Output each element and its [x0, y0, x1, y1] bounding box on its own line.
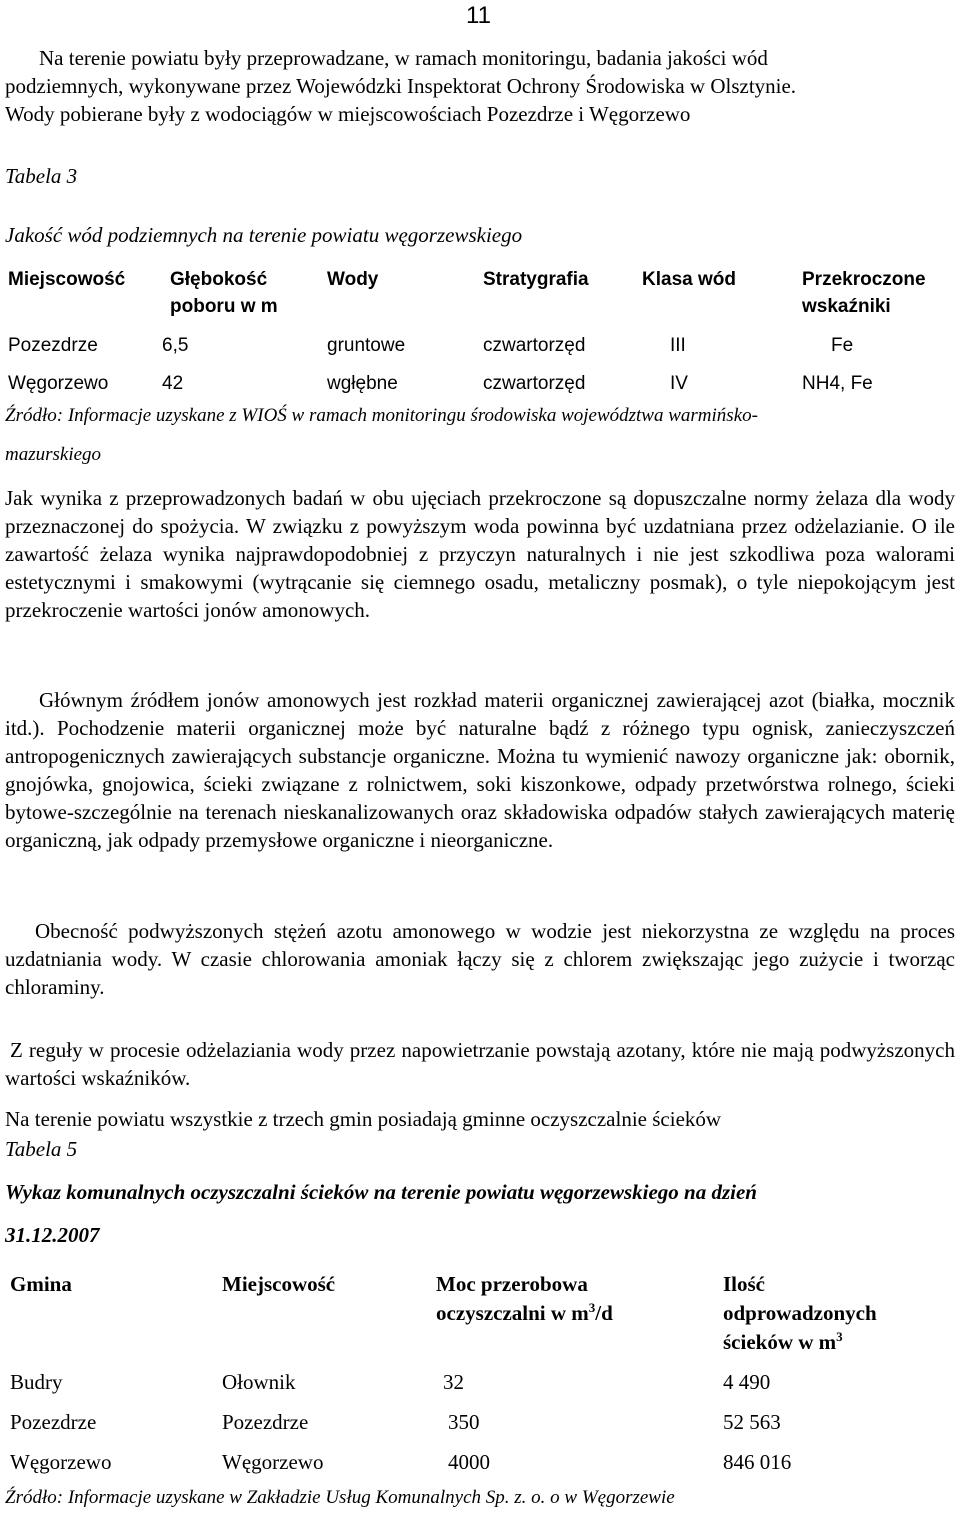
table5 — [5, 1270, 955, 1490]
paragraph-1: Jak wynika z przeprowadzonych badań w obu ujęciach przekroczone są dopuszczalne normy żelaza dla wody przeznaczonej do spożycia. W związku z powyższym woda powinna być uzdatniana przez odżelazianie. O ile zawartość żelaza wynika najprawdopodobniej z przyczyn naturalnych i nie jest szkodliwa poza walorami estetycznymi i smakowymi (wytrącanie się ciemnego osadu, metaliczny posmak), o tyle niepokojącym jest przekroczenie wartości jonów amonowych. — [5, 486, 955, 622]
header-line: Głębokość — [170, 269, 268, 290]
page-number: 11 — [466, 2, 491, 29]
table3-source: Źródło: Informacje uzyskane z WIOŚ w ramach monitoringu środowiska województwa warmińsko- — [5, 405, 758, 426]
cell-stratygrafia: czwartorzęd — [483, 335, 586, 356]
cell-gmina: Pozezdrze — [10, 1410, 97, 1434]
table3-title: Jakość wód podziemnych na terenie powiatu węgorzewskiego — [5, 223, 523, 247]
paragraph-2: Głównym źródłem jonów amonowych jest rozkład materii organicznej zawierającej azot (białka, mocznik itd.). Pochodzenie materii organicznej może być naturalne bądź z różnego typu ognisk, zanieczyszczeń antropogenicznych zawierających substancje organiczne. Można tu wymienić nawozy organiczne jak: obornik, gnojówka, gnojowica, ścieki związane z rolnictwem, soki kiszonkowe, odpady przetwórstwa rolnego, ścieki bytowe-szczególnie na terenach nieskanalizowanych oraz składowiska odpadów stałych zawierających materię organiczną, jak odpady przemysłowe organiczne i nieorganiczne. — [5, 688, 955, 852]
header-line: wskaźniki — [802, 296, 891, 317]
superscript: 3 — [836, 1329, 843, 1344]
table3-header-wskazniki — [802, 266, 926, 320]
cell-moc: 350 — [448, 1410, 480, 1434]
header-text: /d — [595, 1301, 613, 1325]
cell-ilosc: 4 490 — [723, 1370, 771, 1394]
cell-miejscowosc: Pozezdrze — [8, 335, 98, 356]
table3-header-glebokosc — [170, 266, 278, 320]
cell-glebokosc: 42 — [162, 373, 184, 394]
table5-source: Źródło: Informacje uzyskane w Zakładzie Usług Komunalnych Sp. z. o. o w Węgorzewie — [5, 1487, 675, 1508]
cell-klasa: IV — [670, 373, 688, 394]
cell-moc: 4000 — [448, 1450, 490, 1474]
table5-header-moc — [436, 1270, 613, 1328]
table3-header-wody: Wody — [327, 269, 379, 290]
cell-miejscowosc: Węgorzewo — [8, 373, 109, 394]
table5-header-ilosc — [723, 1270, 877, 1357]
header-text: ścieków w m — [723, 1330, 837, 1354]
cell-moc: 32 — [443, 1370, 464, 1394]
cell-stratygrafia: czwartorzęd — [483, 373, 586, 394]
cell-miejscowosc: Ołownik — [222, 1370, 296, 1394]
cell-gmina: Węgorzewo — [10, 1450, 112, 1474]
cell-miejscowosc: Węgorzewo — [222, 1450, 324, 1474]
header-line: poboru w m — [170, 296, 278, 317]
intro-paragraph — [5, 44, 955, 128]
header-line: Moc przerobowa — [436, 1272, 588, 1296]
cell-wskazniki: NH4, Fe — [802, 373, 873, 394]
cell-wody: wgłębne — [327, 373, 398, 394]
table3-header-row — [5, 266, 955, 322]
cell-miejscowosc: Pozezdrze — [222, 1410, 309, 1434]
intro-line: podziemnych, wykonywane przez Wojewódzki Inspektorat Ochrony Środowiska w Olsztynie. — [5, 74, 797, 98]
table3-header-miejscowosc: Miejscowość — [8, 269, 126, 290]
cell-glebokosc: 6,5 — [162, 335, 189, 356]
cell-ilosc: 52 563 — [723, 1410, 781, 1434]
table3-header-klasa: Klasa wód — [642, 269, 736, 290]
header-line: odprowadzonych — [723, 1301, 877, 1325]
table5-title-date: 31.12.2007 — [5, 1223, 100, 1247]
paragraph-4: Z reguły w procesie odżelaziania wody przez napowietrzanie powstają azotany, które nie mają podwyższonych wartości wskaźników. — [5, 1038, 955, 1090]
table3-label: Tabela 3 — [5, 164, 78, 188]
table5-header-miejscowosc: Miejscowość — [222, 1272, 336, 1296]
intro-line: Wody pobierane były z wodociągów w miejscowościach Pozezdrze i Węgorzewo — [5, 102, 691, 126]
cell-wskazniki: Fe — [831, 335, 854, 356]
table3 — [5, 266, 955, 396]
table5-title: Wykaz komunalnych oczyszczalni ścieków na terenie powiatu węgorzewskiego na dzień — [5, 1180, 757, 1204]
table3-source-cont: mazurskiego — [5, 444, 102, 465]
paragraph-3: Obecność podwyższonych stężeń azotu amonowego w wodzie jest niekorzystna ze względu na proces uzdatniania wody. W czasie chlorowania amoniak łączy się z chlorem zwiększając jego zużycie i tworząc chloraminy. — [5, 919, 955, 999]
intro-line: Na terenie powiatu były przeprowadzane, w ramach monitoringu, badania jakości wód — [39, 46, 768, 70]
cell-wody: gruntowe — [327, 335, 406, 356]
table3-header-stratygrafia: Stratygrafia — [483, 269, 589, 290]
header-text: oczyszczalni w m — [436, 1301, 589, 1325]
cell-ilosc: 846 016 — [723, 1450, 792, 1474]
cell-klasa: III — [670, 335, 686, 356]
cell-gmina: Budry — [10, 1370, 63, 1394]
table5-header-gmina: Gmina — [10, 1272, 72, 1296]
table5-label: Tabela 5 — [5, 1137, 78, 1161]
header-line: Przekroczone — [802, 269, 926, 290]
paragraph-5: Na terenie powiatu wszystkie z trzech gmin posiadają gminne oczyszczalnie ścieków — [5, 1107, 722, 1131]
header-line — [436, 1299, 613, 1328]
header-line — [723, 1328, 877, 1357]
superscript: 3 — [588, 1300, 596, 1315]
header-line: Ilość — [723, 1272, 765, 1296]
